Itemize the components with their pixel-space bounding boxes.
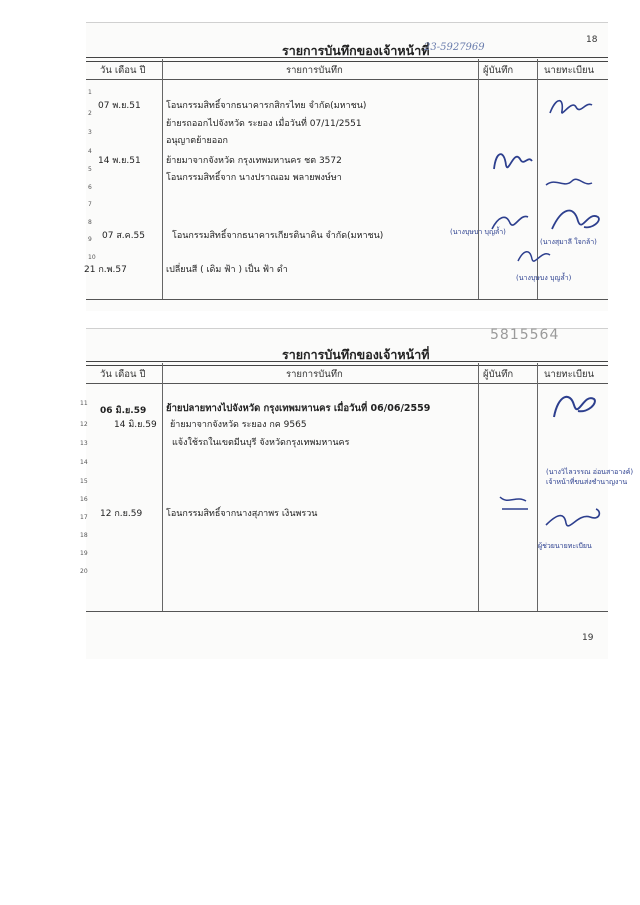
- entry-date: 14 มิ.ย.59: [114, 420, 157, 430]
- signature-mark: [542, 505, 606, 539]
- row-number: 9: [88, 236, 92, 243]
- column-rule: [537, 363, 538, 611]
- header-date: วัน เดือน ปี: [100, 369, 146, 380]
- row-number: 15: [80, 478, 88, 485]
- entry-line: ย้ายปลายทางไปจังหวัด กรุงเทพมหานคร เมื่อวันที่ 06/06/2559: [166, 403, 431, 414]
- officer-name-stamp: (นางบุษบง บุญล้ำ): [516, 274, 572, 282]
- signature-mark: [514, 245, 554, 269]
- page-number: 19: [582, 633, 594, 643]
- row-number: 17: [80, 514, 88, 521]
- row-number: 5: [88, 166, 92, 173]
- signature-mark: [544, 173, 594, 193]
- row-number: 13: [80, 440, 88, 447]
- row-number: 11: [80, 400, 88, 407]
- entry-date: 12 ก.ย.59: [100, 509, 143, 519]
- header-entry: รายการบันทึก: [286, 65, 343, 76]
- signature-mark: [548, 203, 604, 239]
- header-top-rule: [86, 361, 608, 366]
- entry-line: โอนกรรมสิทธิ์จากนางสุภาพร เงินพรวน: [166, 509, 318, 519]
- table-bottom-rule: [86, 299, 608, 300]
- row-number: 4: [88, 148, 92, 155]
- registrar-stamp: ผู้ช่วยนายทะเบียน: [538, 542, 592, 550]
- entry-line: เปลี่ยนสี ( เดิม ฟ้า ) เป็น ฟ้า ดำ: [166, 265, 288, 275]
- record-title: รายการบันทึกของเจ้าหน้าที่: [282, 347, 430, 362]
- header-bottom-rule: [86, 79, 608, 80]
- entry-line: ย้ายรถออกไปจังหวัด ระยอง เมื่อวันที่ 07/11/2551: [166, 119, 362, 129]
- officer-title-stamp: เจ้าหน้าที่ขนส่งชำนาญงาน: [546, 478, 628, 486]
- header-registrar: นายทะเบียน: [544, 369, 595, 380]
- row-number: 2: [88, 110, 92, 117]
- row-number: 16: [80, 496, 88, 503]
- entry-date: 21 ก.พ.57: [84, 265, 127, 275]
- row-number: 20: [80, 568, 88, 575]
- column-rule: [162, 59, 163, 299]
- signature-mark: [488, 145, 534, 179]
- row-number: 7: [88, 201, 92, 208]
- handwritten-number: 23-5927969: [424, 42, 485, 53]
- entry-date: 07 ส.ค.55: [102, 231, 146, 241]
- row-number: 8: [88, 219, 92, 226]
- header-recorder: ผู้บันทึก: [483, 65, 514, 76]
- entry-date: 07 พ.ย.51: [98, 101, 141, 111]
- signature-mark: [546, 93, 596, 123]
- table-bottom-rule: [86, 611, 608, 612]
- page-number: 18: [586, 35, 598, 45]
- header-recorder: ผู้บันทึก: [483, 369, 514, 380]
- entry-date: 14 พ.ย.51: [98, 156, 141, 166]
- header-registrar: นายทะเบียน: [544, 65, 595, 76]
- row-number: 14: [80, 459, 88, 466]
- entry-line: ย้ายมาจากจังหวัด กรุงเทพมหานคร ชต 3572: [166, 156, 342, 166]
- entry-line: โอนกรรมสิทธิ์จากธนาคารกสิกรไทย จำกัด(มหาชน): [166, 101, 367, 111]
- officer-name-stamp: (นางสุมาลี ใจกล้า): [540, 238, 597, 246]
- entry-line: อนุญาตย้ายออก: [166, 136, 228, 146]
- record-sheet-2: [80, 327, 634, 659]
- officer-name-stamp: (นางวิไลวรรณ อ่อนสาอางค์): [546, 468, 634, 476]
- entry-line: ย้ายมาจากจังหวัด ระยอง กค 9565: [170, 420, 307, 430]
- header-entry: รายการบันทึก: [286, 369, 343, 380]
- entry-line: โอนกรรมสิทธิ์จาก นางปราณอม พลายพงษ์ษา: [166, 173, 342, 183]
- row-number: 19: [80, 550, 88, 557]
- row-number: 6: [88, 184, 92, 191]
- record-sheet-1: [86, 22, 608, 311]
- row-number: 3: [88, 129, 92, 136]
- row-number: 18: [80, 532, 88, 539]
- entry-line: โอนกรรมสิทธิ์จากธนาคารเกียรตินาคิน จำกัด(มหาชน): [172, 231, 384, 241]
- header-top-rule: [86, 57, 608, 62]
- signature-mark: [496, 491, 532, 515]
- faded-document-number: 5815564: [490, 327, 560, 343]
- header-bottom-rule: [86, 383, 608, 384]
- column-rule: [162, 363, 163, 611]
- column-rule: [478, 59, 479, 299]
- header-date: วัน เดือน ปี: [100, 65, 146, 76]
- entry-date: 06 มิ.ย.59: [100, 406, 147, 416]
- row-number: 12: [80, 421, 88, 428]
- record-title: รายการบันทึกของเจ้าหน้าที่: [282, 43, 430, 58]
- row-number: 1: [88, 89, 92, 96]
- column-rule: [478, 363, 479, 611]
- signature-mark: [548, 387, 598, 427]
- row-number: 10: [88, 254, 96, 261]
- officer-name-stamp: (นางบุษบา บุญล้ำ): [450, 228, 506, 236]
- entry-line: แจ้งใช้รถในเขตมีนบุรี จังหวัดกรุงเทพมหานคร: [172, 438, 350, 448]
